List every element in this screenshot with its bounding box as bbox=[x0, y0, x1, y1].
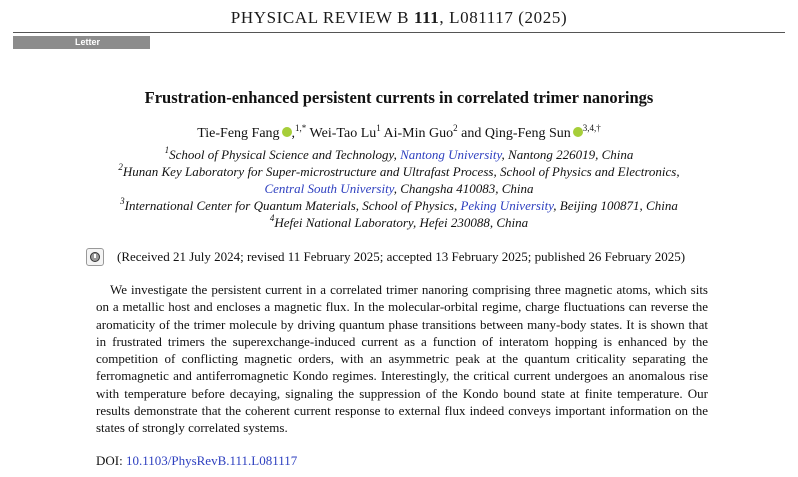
doi-line bbox=[96, 453, 297, 469]
affiliation-text: , Nantong 226019, China bbox=[501, 147, 634, 162]
affiliation-4 bbox=[0, 214, 798, 231]
section-tab: Letter bbox=[13, 36, 150, 49]
article-id: L081117 (2025) bbox=[449, 8, 568, 27]
affiliation-text: Hefei National Laboratory, Hefei 230088, China bbox=[274, 215, 529, 230]
orcid-icon[interactable] bbox=[573, 127, 583, 137]
university-link[interactable]: Nantong University bbox=[400, 147, 502, 162]
header-divider bbox=[13, 32, 785, 33]
author-affiliation-mark: 1 bbox=[376, 123, 381, 133]
history-icon[interactable] bbox=[86, 248, 104, 266]
abstract: We investigate the persistent current in a correlated trimer nanoring comprising three magnetic atoms, which sits on a metallic host and encloses a magnetic flux. In the molecular-orbital regime, charge fluctuations can reverse the aromaticity of the trimer molecule by driving quantum phase transitions between many-body states. It is shown that in frustrated trimers the superexchange-induced current as a function of interatom hopping is enhanced by the competition of conflicting magnetic orders, with an asymmetric peak at the quantum criticality separating the ferromagnetic and antiferromagnetic Kondo regimes. Interestingly, the critical current undergoes an anomalous rise with temperature before decaying, signaling the suppression of the Kondo bound state at finite temperature. Our results demonstrate that the coherent current response to external flux indeed conveys important information on the states of strongly correlated systems. bbox=[96, 282, 708, 436]
author-name[interactable]: Wei-Tao Lu bbox=[309, 126, 377, 141]
publication-history bbox=[86, 247, 726, 267]
author-affiliation-mark: 1,* bbox=[295, 123, 307, 133]
university-link[interactable]: Peking University bbox=[460, 198, 554, 213]
journal-header: PHYSICAL REVIEW B 111, L081117 (2025) bbox=[230, 8, 568, 27]
affiliation-3 bbox=[0, 197, 798, 214]
affiliation-number: 1 bbox=[164, 145, 170, 155]
affiliation-1 bbox=[0, 146, 798, 163]
doi-label: DOI: bbox=[96, 453, 123, 468]
affiliation-text: Hunan Key Laboratory for Super-microstructure and Ultrafast Process, School of Physics and Electronics, bbox=[122, 164, 680, 179]
author-affiliation-mark: 2 bbox=[453, 123, 458, 133]
affiliation-number: 3 bbox=[120, 196, 125, 206]
orcid-icon[interactable] bbox=[282, 127, 292, 137]
author-name[interactable]: Ai-Min Guo bbox=[383, 126, 454, 141]
affiliation-text: International Center for Quantum Materials, School of Physics, bbox=[124, 198, 461, 213]
affiliation-number: 4 bbox=[269, 213, 275, 223]
university-link[interactable]: Central South University bbox=[264, 181, 394, 196]
affiliations bbox=[0, 146, 798, 231]
author-name[interactable]: Qing-Feng Sun bbox=[484, 126, 571, 141]
article-title: Frustration-enhanced persistent currents in correlated trimer nanorings bbox=[144, 88, 654, 107]
history-dates: (Received 21 July 2024; revised 11 February 2025; accepted 13 February 2025; published 26 February 2025) bbox=[117, 249, 686, 264]
affiliation-text: , Changsha 410083, China bbox=[393, 181, 534, 196]
author-name[interactable]: Tie-Feng Fang bbox=[197, 126, 280, 141]
doi-link[interactable]: 10.1103/PhysRevB.111.L081117 bbox=[125, 453, 298, 468]
affiliation-text: , Beijing 100871, China bbox=[553, 198, 678, 213]
affiliation-text: School of Physical Science and Technology, bbox=[169, 147, 401, 162]
affiliation-number: 2 bbox=[118, 162, 123, 172]
affiliation-2 bbox=[0, 163, 798, 197]
author-affiliation-mark: 3,4,† bbox=[582, 123, 601, 133]
author-list: Tie-Feng Fang ,$^{1,*}$ Wei-Tao Lu$^1$ Ai-Min Guo$^2$ and Qing-Feng Sun $^{3,4,\dagger}$ bbox=[197, 123, 601, 141]
volume: 111 bbox=[413, 8, 440, 27]
journal-name: PHYSICAL REVIEW B bbox=[230, 8, 410, 27]
